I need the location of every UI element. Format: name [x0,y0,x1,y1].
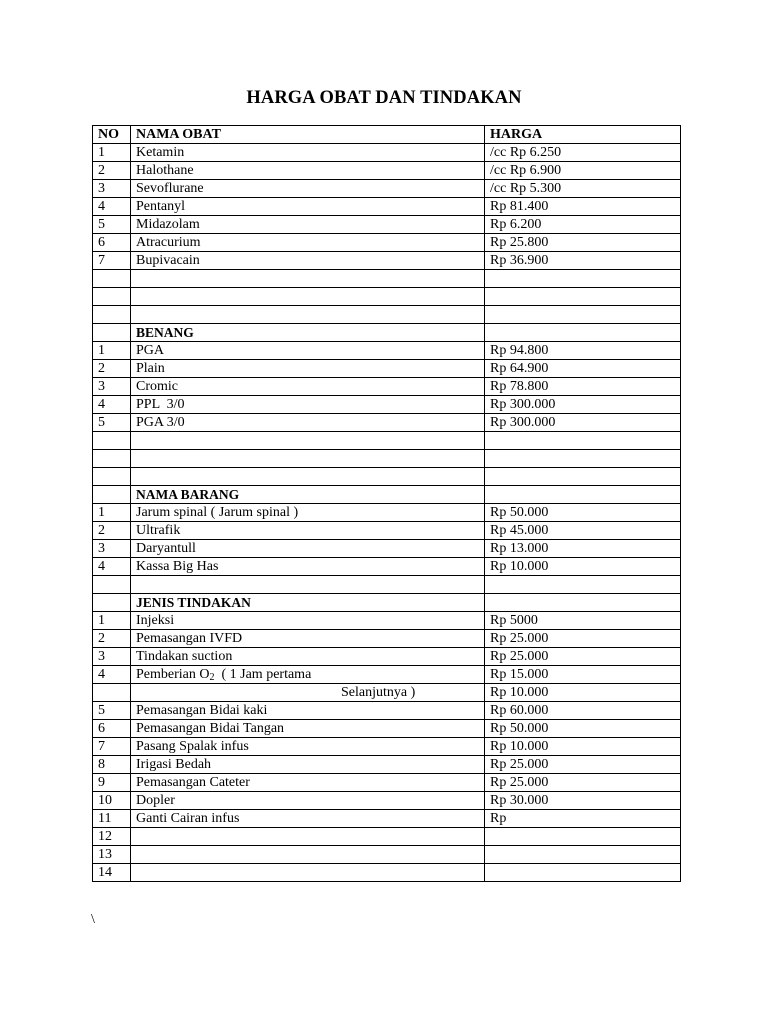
item-name: Ultrafik [131,522,485,540]
row-number: 3 [93,648,131,666]
item-name: Plain [131,360,485,378]
row-number: 7 [93,738,131,756]
item-price: Rp 64.900 [485,360,681,378]
empty-row [93,576,681,594]
row-number: 4 [93,396,131,414]
tindakan-row [93,738,681,756]
barang-row [93,558,681,576]
row-number: 2 [93,522,131,540]
obat-row [93,144,681,162]
row-number: 2 [93,360,131,378]
empty-cell [93,684,131,702]
benang-row [93,342,681,360]
benang-row [93,360,681,378]
empty-cell [485,432,681,450]
item-name: Injeksi [131,612,485,630]
row-number: 6 [93,720,131,738]
barang-row [93,522,681,540]
row-number: 9 [93,774,131,792]
empty-row [93,432,681,450]
obat-row [93,234,681,252]
item-price: Rp 36.900 [485,252,681,270]
empty-cell [131,432,485,450]
table-header-row [93,126,681,144]
empty-row [93,468,681,486]
empty-cell [131,306,485,324]
tindakan-row [93,702,681,720]
empty-cell [93,576,131,594]
obat-row [93,198,681,216]
row-number: 5 [93,702,131,720]
empty-cell [485,486,681,504]
empty-cell [93,468,131,486]
tindakan-row [93,720,681,738]
row-number: 12 [93,828,131,846]
row-number: 7 [93,252,131,270]
tindakan-row [93,810,681,828]
item-name: Daryantull [131,540,485,558]
empty-cell [93,594,131,612]
section-tindakan [93,594,681,612]
tindakan-row [93,648,681,666]
empty-row [93,450,681,468]
header-name: NAMA OBAT [131,126,485,144]
item-price: Rp 13.000 [485,540,681,558]
obat-row [93,180,681,198]
row-number: 13 [93,846,131,864]
item-name: Cromic [131,378,485,396]
empty-cell [131,468,485,486]
barang-row [93,504,681,522]
tindakan-empty-row [93,828,681,846]
item-name: Halothane [131,162,485,180]
item-name: Pasang Spalak infus [131,738,485,756]
item-price: Rp 30.000 [485,792,681,810]
item-price: Rp 25.000 [485,774,681,792]
empty-row [93,270,681,288]
empty-cell [93,432,131,450]
empty-cell [93,270,131,288]
empty-cell [485,306,681,324]
row-number: 3 [93,180,131,198]
item-name: Dopler [131,792,485,810]
row-number: 5 [93,414,131,432]
item-name: Jarum spinal ( Jarum spinal ) [131,504,485,522]
empty-cell [485,594,681,612]
row-number: 3 [93,378,131,396]
empty-cell [485,468,681,486]
item-name: Pemasangan Bidai kaki [131,702,485,720]
benang-row [93,396,681,414]
empty-cell [485,324,681,342]
item-price: Rp 81.400 [485,198,681,216]
item-name: PPL 3/0 [131,396,485,414]
section-heading: JENIS TINDAKAN [131,594,485,612]
tindakan-row [93,666,681,684]
empty-cell [131,450,485,468]
empty-cell [93,288,131,306]
item-name: Kassa Big Has [131,558,485,576]
empty-cell [485,864,681,882]
row-number: 5 [93,216,131,234]
header-price: HARGA [485,126,681,144]
tindakan-continuation-row [93,684,681,702]
item-name: PGA 3/0 [131,414,485,432]
item-price: /cc Rp 6.250 [485,144,681,162]
o2-continuation-text: Selanjutnya ) [341,685,416,700]
tindakan-empty-row [93,846,681,864]
row-number: 4 [93,666,131,684]
empty-cell [131,864,485,882]
row-number: 4 [93,198,131,216]
empty-cell [93,486,131,504]
item-name: Pentanyl [131,198,485,216]
row-number: 10 [93,792,131,810]
item-price: Rp 25.000 [485,648,681,666]
benang-row [93,414,681,432]
item-price: Rp 300.000 [485,414,681,432]
empty-cell [93,450,131,468]
barang-row [93,540,681,558]
row-number: 1 [93,342,131,360]
empty-cell [93,306,131,324]
empty-cell [93,324,131,342]
empty-cell [485,576,681,594]
obat-row [93,252,681,270]
row-number: 1 [93,504,131,522]
page-title: HARGA OBAT DAN TINDAKAN [246,88,522,108]
section-barang [93,486,681,504]
item-price: /cc Rp 5.300 [485,180,681,198]
empty-cell [131,846,485,864]
item-name: Tindakan suction [131,648,485,666]
empty-cell [485,828,681,846]
section-heading: NAMA BARANG [131,486,485,504]
row-number: 8 [93,756,131,774]
empty-cell [131,576,485,594]
row-number: 4 [93,558,131,576]
item-price: Rp [485,810,681,828]
tindakan-row [93,630,681,648]
tindakan-row [93,612,681,630]
item-price: Rp 50.000 [485,504,681,522]
row-number: 1 [93,612,131,630]
tindakan-empty-row [93,864,681,882]
row-number: 11 [93,810,131,828]
row-number: 1 [93,144,131,162]
item-price: Rp 6.200 [485,216,681,234]
row-number: 2 [93,162,131,180]
item-name: Midazolam [131,216,485,234]
empty-cell [131,828,485,846]
item-price: /cc Rp 6.900 [485,162,681,180]
obat-row [93,216,681,234]
stray-backslash: \ [91,912,95,927]
benang-row [93,378,681,396]
o2-name-suffix: ( 1 Jam pertama [214,667,312,682]
item-price: Rp 94.800 [485,342,681,360]
item-price: Rp 50.000 [485,720,681,738]
o2-subscript: 2 [209,672,215,683]
tindakan-row [93,756,681,774]
header-no: NO [93,126,131,144]
item-name: PGA [131,342,485,360]
empty-cell [485,450,681,468]
item-price: Rp 10.000 [485,558,681,576]
tindakan-row [93,792,681,810]
price-table [92,125,681,882]
item-name: Irigasi Bedah [131,756,485,774]
row-number: 2 [93,630,131,648]
item-price: Rp 10.000 [485,738,681,756]
item-price: Rp 5000 [485,612,681,630]
row-number: 14 [93,864,131,882]
item-price: Rp 25.000 [485,756,681,774]
item-price: Rp 25.800 [485,234,681,252]
item-name: Ganti Cairan infus [131,810,485,828]
obat-row [93,162,681,180]
empty-row [93,288,681,306]
item-name: Sevoflurane [131,180,485,198]
item-name: Pemasangan Cateter [131,774,485,792]
empty-cell [485,288,681,306]
empty-row [93,306,681,324]
item-price: Rp 60.000 [485,702,681,720]
o2-name-prefix: Pemberian O [136,667,210,682]
item-name: Bupivacain [131,252,485,270]
item-name: Atracurium [131,234,485,252]
item-price: Rp 45.000 [485,522,681,540]
item-name [131,684,485,702]
empty-cell [131,288,485,306]
empty-cell [485,270,681,288]
section-heading: BENANG [131,324,485,342]
row-number: 3 [93,540,131,558]
empty-cell [131,270,485,288]
item-price: Rp 78.800 [485,378,681,396]
tindakan-row [93,774,681,792]
section-benang [93,324,681,342]
item-price: Rp 15.000 [485,666,681,684]
empty-cell [485,846,681,864]
row-number: 6 [93,234,131,252]
item-name: Ketamin [131,144,485,162]
item-price: Rp 25.000 [485,630,681,648]
item-price: Rp 10.000 [485,684,681,702]
item-price: Rp 300.000 [485,396,681,414]
item-name: Pemasangan Bidai Tangan [131,720,485,738]
item-name [131,666,485,684]
item-name: Pemasangan IVFD [131,630,485,648]
